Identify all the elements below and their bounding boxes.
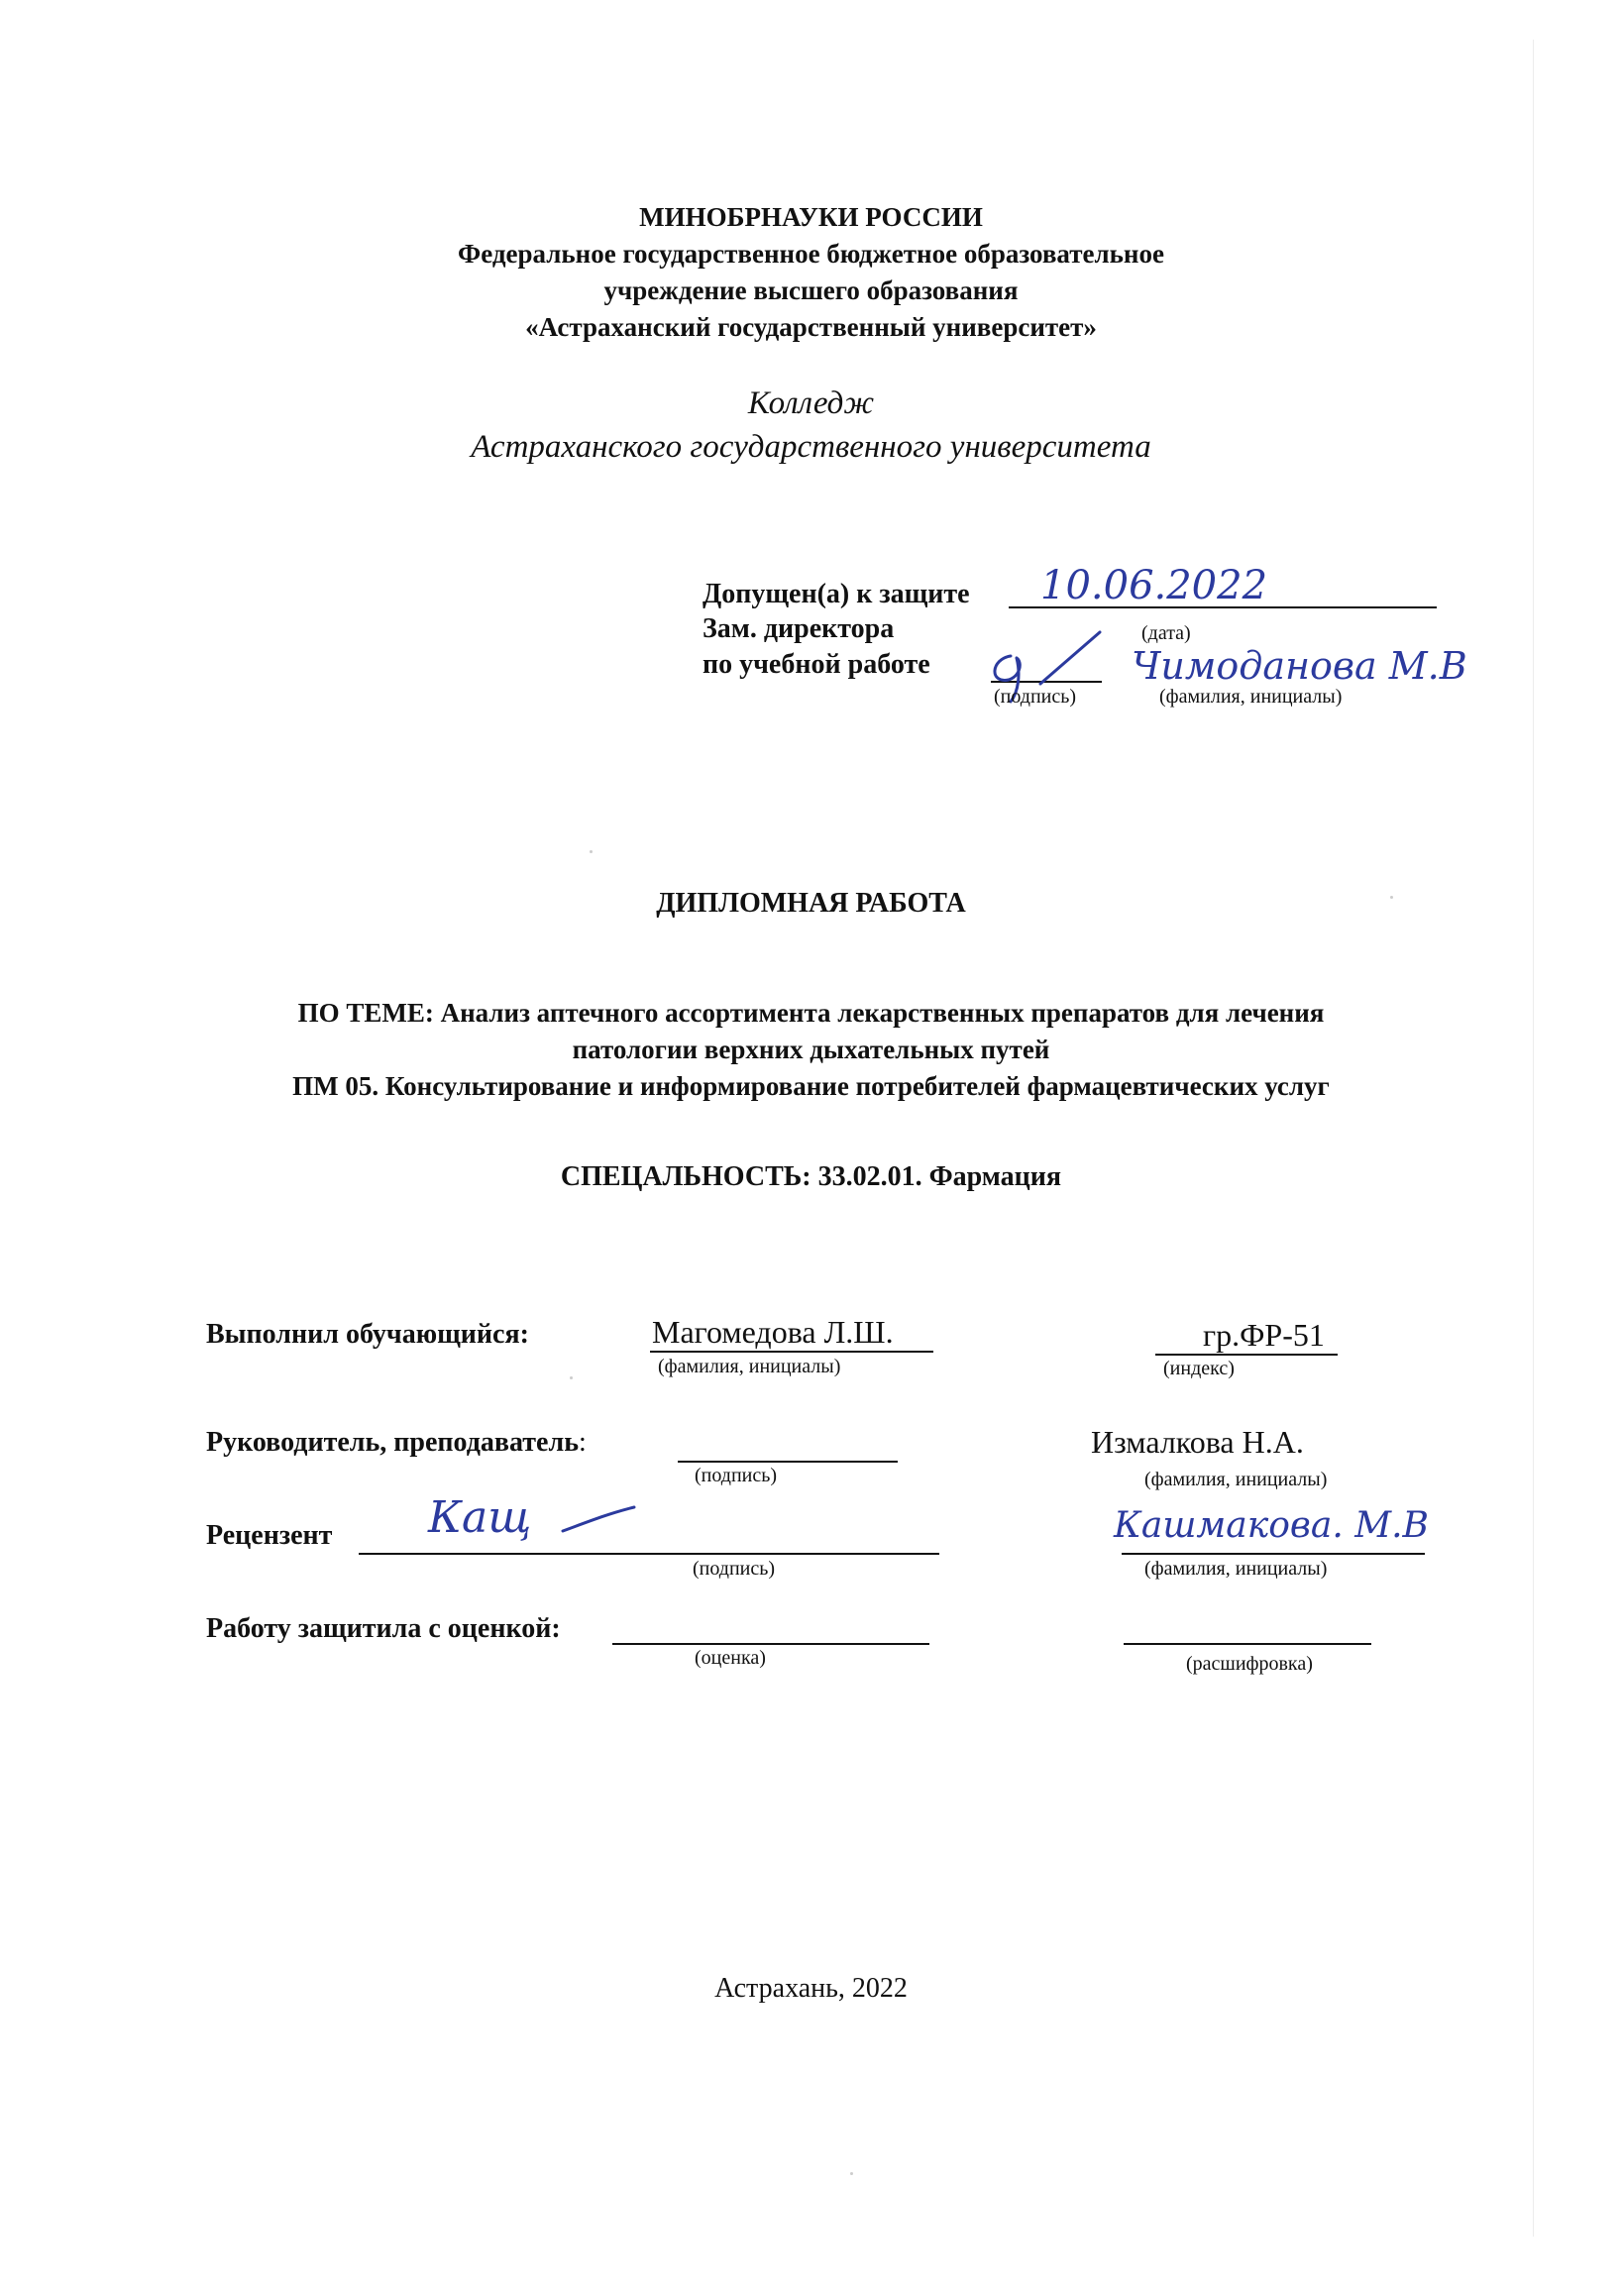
topic-line-1: ПО ТЕМЕ: Анализ аптечного ассортимента лекарственных препаратов для лечения [297, 998, 1325, 1028]
scan-speck [590, 850, 593, 853]
admission-label: Допущен(а) к защите [703, 579, 970, 609]
reviewer-signature-caption: (подпись) [693, 1558, 776, 1580]
supervisor-label-colon: : [579, 1427, 587, 1458]
reviewer-signature-flourish [555, 1501, 644, 1541]
student-group-caption: (индекс) [1163, 1358, 1235, 1379]
college-line-1: Колледж [747, 385, 875, 421]
ministry-name: МИНОБРНАУКИ РОССИИ [639, 202, 983, 232]
professional-module: ПМ 05. Консультирование и информирование потребителей фармацевтических услуг [292, 1071, 1330, 1101]
student-group: гр.ФР-51 [1203, 1317, 1325, 1353]
reviewer-name-line [1122, 1553, 1425, 1555]
admission-date-handwritten: 10.06.2022 [1040, 563, 1268, 608]
city-year: Астрахань, 2022 [714, 1973, 908, 2004]
institution-line-3: «Астраханский государственный университет» [525, 312, 1097, 342]
scan-speck [570, 1376, 573, 1379]
supervisor-name-caption: (фамилия, инициалы) [1144, 1469, 1328, 1490]
reviewer-label: Рецензент [206, 1520, 333, 1551]
signature-caption: (подпись) [994, 686, 1077, 708]
reviewer-name-handwritten: Кашмакова. М.В [1114, 1505, 1429, 1546]
role-line-2: по учебной работе [703, 649, 930, 680]
role-line-1: Зам. директора [703, 613, 895, 644]
topic-line-2: патологии верхних дыхательных путей [572, 1035, 1050, 1064]
reviewer-signature-handwritten: Кащ [428, 1492, 532, 1543]
specialty: СПЕЦАЛЬНОСТЬ: 33.02.01. Фармация [560, 1161, 1062, 1192]
supervisor-name: Измалкова Н.А. [1091, 1424, 1304, 1460]
decode-line [1124, 1643, 1371, 1645]
institution-line-1: Федеральное государственное бюджетное образовательное [458, 239, 1164, 269]
scan-edge [1533, 40, 1534, 2237]
defense-label: Работу защитила с оценкой: [206, 1613, 561, 1644]
student-label: Выполнил обучающийся: [206, 1319, 529, 1350]
student-name-line [650, 1351, 933, 1353]
date-caption: (дата) [1141, 622, 1191, 644]
institution-line-2: учреждение высшего образования [603, 275, 1019, 305]
director-name-caption: (фамилия, инициалы) [1159, 686, 1343, 708]
document-type: ДИПЛОМНАЯ РАБОТА [656, 888, 966, 919]
supervisor-signature-line [678, 1461, 898, 1463]
grade-line [612, 1643, 929, 1645]
director-name-handwritten: Чимоданова М.В [1132, 644, 1467, 688]
student-group-line [1155, 1354, 1338, 1356]
grade-caption: (оценка) [695, 1647, 766, 1669]
college-line-2: Астраханского государственного университета [471, 429, 1151, 465]
student-name: Магомедова Л.Ш. [652, 1314, 894, 1350]
scan-speck [850, 2172, 853, 2175]
decode-caption: (расшифровка) [1186, 1653, 1313, 1675]
reviewer-signature-line [359, 1553, 939, 1555]
supervisor-label-wrap [206, 1427, 587, 1459]
student-name-caption: (фамилия, инициалы) [658, 1356, 841, 1377]
supervisor-signature-caption: (подпись) [695, 1465, 778, 1486]
supervisor-label: Руководитель, преподаватель [206, 1427, 580, 1458]
reviewer-name-caption: (фамилия, инициалы) [1144, 1558, 1328, 1580]
